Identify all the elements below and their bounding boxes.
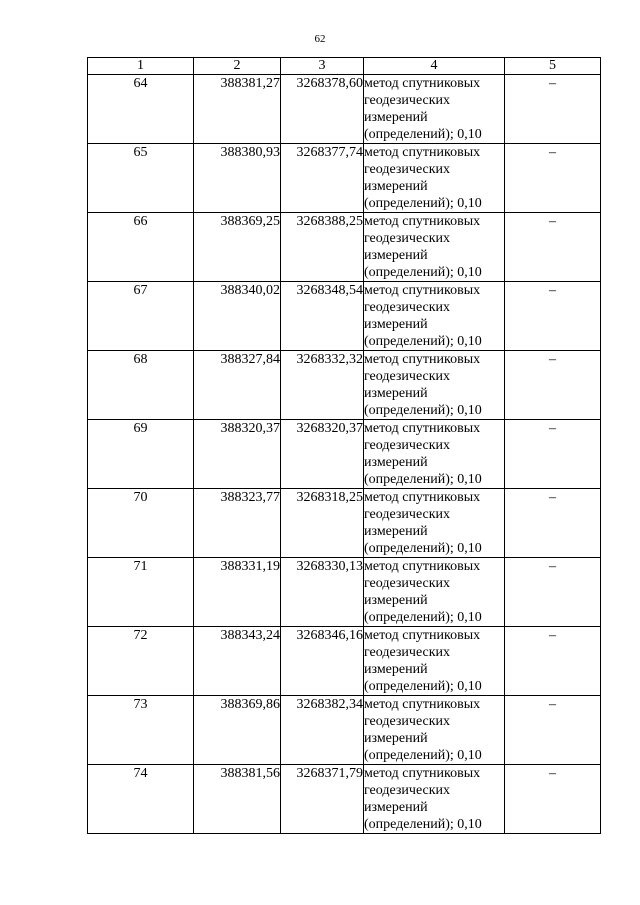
page-number: 62 [314, 33, 326, 45]
note-cell: – [505, 489, 601, 558]
column-header: 2 [194, 58, 281, 75]
table-body [88, 75, 601, 834]
x-coordinate-cell: 388340,02 [194, 282, 281, 351]
y-coordinate-cell: 3268330,13 [281, 558, 364, 627]
method-cell [364, 765, 505, 834]
table-row [88, 489, 601, 558]
column-header: 5 [505, 58, 601, 75]
x-coordinate-cell: 388381,27 [194, 75, 281, 144]
table-row [88, 696, 601, 765]
method-line: измерений [364, 110, 428, 125]
note-cell: – [505, 696, 601, 765]
method-cell [364, 282, 505, 351]
method-line: геодезических [364, 645, 451, 660]
table-row [88, 213, 601, 282]
method-line: (определений); 0,10 [364, 196, 482, 211]
method-line: метод спутниковых [364, 697, 481, 712]
note-cell: – [505, 558, 601, 627]
column-header: 3 [281, 58, 364, 75]
point-number-cell: 67 [88, 282, 194, 351]
point-number-cell: 72 [88, 627, 194, 696]
method-cell [364, 75, 505, 144]
column-header: 4 [364, 58, 505, 75]
y-coordinate-cell: 3268346,16 [281, 627, 364, 696]
y-coordinate-cell: 3268348,54 [281, 282, 364, 351]
method-cell [364, 627, 505, 696]
y-coordinate-cell: 3268382,34 [281, 696, 364, 765]
method-line: геодезических [364, 93, 451, 108]
method-line: метод спутниковых [364, 76, 481, 91]
method-line: метод спутниковых [364, 145, 481, 160]
note-cell: – [505, 282, 601, 351]
coordinates-table [87, 57, 601, 834]
method-line: измерений [364, 455, 428, 470]
header-row [88, 58, 601, 75]
table-row [88, 144, 601, 213]
method-line: метод спутниковых [364, 352, 481, 367]
method-line: (определений); 0,10 [364, 127, 482, 142]
table-row [88, 351, 601, 420]
method-cell [364, 351, 505, 420]
method-line: геодезических [364, 162, 451, 177]
table-row [88, 282, 601, 351]
method-line: метод спутниковых [364, 421, 481, 436]
method-line: измерений [364, 524, 428, 539]
method-cell [364, 696, 505, 765]
method-line: метод спутниковых [364, 559, 481, 574]
y-coordinate-cell: 3268318,25 [281, 489, 364, 558]
note-cell: – [505, 765, 601, 834]
method-line: измерений [364, 593, 428, 608]
method-cell [364, 144, 505, 213]
method-line: геодезических [364, 507, 451, 522]
method-line: измерений [364, 800, 428, 815]
x-coordinate-cell: 388323,77 [194, 489, 281, 558]
point-number-cell: 66 [88, 213, 194, 282]
method-line: (определений); 0,10 [364, 817, 482, 832]
x-coordinate-cell: 388331,19 [194, 558, 281, 627]
x-coordinate-cell: 388320,37 [194, 420, 281, 489]
y-coordinate-cell: 3268388,25 [281, 213, 364, 282]
note-cell: – [505, 75, 601, 144]
point-number-cell: 73 [88, 696, 194, 765]
method-line: метод спутниковых [364, 766, 481, 781]
note-cell: – [505, 144, 601, 213]
method-line: измерений [364, 731, 428, 746]
y-coordinate-cell: 3268332,32 [281, 351, 364, 420]
method-line: геодезических [364, 231, 451, 246]
method-line: измерений [364, 248, 428, 263]
method-line: геодезических [364, 783, 451, 798]
point-number-cell: 69 [88, 420, 194, 489]
method-line: геодезических [364, 300, 451, 315]
method-line: геодезических [364, 369, 451, 384]
method-line: метод спутниковых [364, 628, 481, 643]
x-coordinate-cell: 388369,86 [194, 696, 281, 765]
method-line: (определений); 0,10 [364, 541, 482, 556]
x-coordinate-cell: 388343,24 [194, 627, 281, 696]
method-line: геодезических [364, 576, 451, 591]
method-line: геодезических [364, 438, 451, 453]
note-cell: – [505, 351, 601, 420]
note-cell: – [505, 627, 601, 696]
table-row [88, 765, 601, 834]
method-line: геодезических [364, 714, 451, 729]
y-coordinate-cell: 3268371,79 [281, 765, 364, 834]
point-number-cell: 64 [88, 75, 194, 144]
note-cell: – [505, 420, 601, 489]
method-cell [364, 558, 505, 627]
method-line: (определений); 0,10 [364, 334, 482, 349]
table-row [88, 558, 601, 627]
method-line: метод спутниковых [364, 283, 481, 298]
point-number-cell: 68 [88, 351, 194, 420]
table-row [88, 75, 601, 144]
method-line: измерений [364, 662, 428, 677]
method-line: (определений); 0,10 [364, 472, 482, 487]
method-line: (определений); 0,10 [364, 403, 482, 418]
method-line: (определений); 0,10 [364, 679, 482, 694]
x-coordinate-cell: 388380,93 [194, 144, 281, 213]
method-line: метод спутниковых [364, 490, 481, 505]
method-line: измерений [364, 317, 428, 332]
y-coordinate-cell: 3268320,37 [281, 420, 364, 489]
x-coordinate-cell: 388381,56 [194, 765, 281, 834]
point-number-cell: 74 [88, 765, 194, 834]
method-line: измерений [364, 386, 428, 401]
table-row [88, 627, 601, 696]
method-line: метод спутниковых [364, 214, 481, 229]
method-cell [364, 213, 505, 282]
method-line: измерений [364, 179, 428, 194]
y-coordinate-cell: 3268378,60 [281, 75, 364, 144]
point-number-cell: 65 [88, 144, 194, 213]
y-coordinate-cell: 3268377,74 [281, 144, 364, 213]
table-row [88, 420, 601, 489]
x-coordinate-cell: 388327,84 [194, 351, 281, 420]
point-number-cell: 70 [88, 489, 194, 558]
column-header: 1 [88, 58, 194, 75]
method-cell [364, 420, 505, 489]
method-line: (определений); 0,10 [364, 748, 482, 763]
x-coordinate-cell: 388369,25 [194, 213, 281, 282]
note-cell: – [505, 213, 601, 282]
method-cell [364, 489, 505, 558]
method-line: (определений); 0,10 [364, 265, 482, 280]
method-line: (определений); 0,10 [364, 610, 482, 625]
point-number-cell: 71 [88, 558, 194, 627]
